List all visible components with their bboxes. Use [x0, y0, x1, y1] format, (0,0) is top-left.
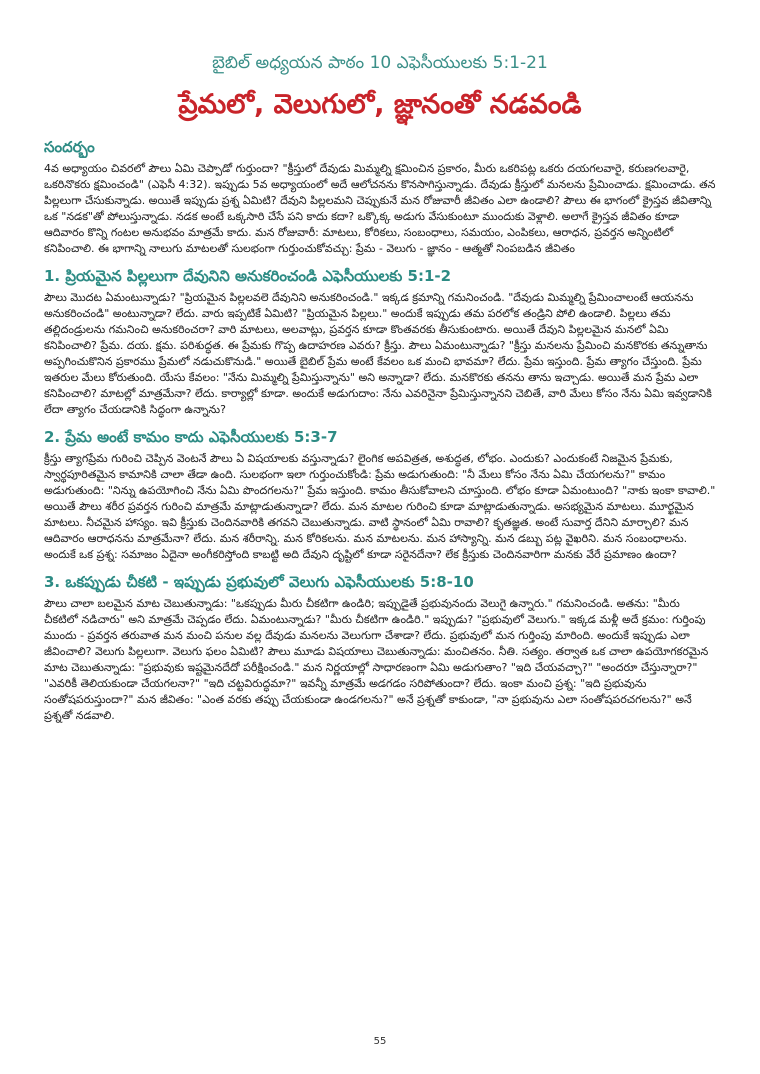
section-3-heading: 3. ఒకప్పుడు చీకటి - ఇప్పుడు ప్రభువులో వెలుగు ఎఫెసీయులకు 5:8-10 — [44, 573, 474, 591]
context-heading: సందర్భం — [44, 138, 95, 156]
page-number: 55 — [373, 1036, 387, 1047]
section-1-paragraph: పౌలు మొదట ఏమంటున్నాడు? "ప్రియమైన పిల్లలవలె దేవునిని అనుకరించండి." ఇక్కడ క్రమాన్ని గమనించండి. "దేవుడు మిమ్మల్ని ప్రేమించాలంటే ఆయనను అనుకరించండి" అంటున్నాడా? లేదు. వారు ఇప్పటికే ఏమిటి? "ప్రియమైన పిల్లలు." అందుకే ఇప్పుడు తమ పరలోక తండ్రిని పోలి ఉండాలి. పిల్లలు తమ తల్లిదండ్రులను గమనించి అనుకరించరా? వారి మాటలు, అలవాట్లు, ప్రవర్తన కూడా కొంతవరకు తీసుకుంటారు. అయితే దేవుని పిల్లలమైన మనలో ఏమి కనిపించాలి? ప్రేమ. దయ. క్షమ. పరిశుద్ధత. ఈ ప్రేమకు గొప్ప ఉదాహరణ ఎవరు? క్రీస్తు. పౌలు ఏమంటున్నాడు? "క్రీస్తు మనలను ప్రేమించి మనకొరకు తన్నుతాను అప్పగించుకొనిన ప్రకారము ప్రేమలో నడుచుకొనుడి." అయితే బైబిల్ ప్రేమ అంటే కేవలం ఒక మంచి భావమా? లేదు. ప్రేమ ఇస్తుంది. ప్రేమ త్యాగం చేస్తుంది. ప్రేమ ఇతరుల మేలు కోరుతుంది. యేసు కేవలం: "నేను మిమ్మల్ని ప్రేమిస్తున్నాను" అని అన్నాడా? లేదు. మనకొరకు తనను తాను ఇచ్చాడు. అయితే మన ప్రేమ ఎలా కనిపించాలి? మాటల్లో మాత్రమేనా? లేదు. కార్యాల్లో కూడా. అందుకే అడుగుదాం: నేను ఎవరినైనా ప్రేమిస్తున్నానని చెబితే, వారి మేలు కోసం నేను ఏమి ఇవ్వడానికి లేదా త్యాగం చేయడానికి సిద్ధంగా ఉన్నాను? — [44, 291, 712, 416]
section-3-paragraph: పౌలు చాలా బలమైన మాట చెబుతున్నాడు: "ఒకప్పుడు మీరు చీకటిగా ఉండిరి; ఇప్పుడైతే ప్రభువునందు వెలుగై ఉన్నారు." గమనించండి. అతను: "మీరు చీకటిలో నడిచారు" అని మాత్రమే చెప్పడం లేదు. ఏమంటున్నాడు? "మీరు చీకటిగా ఉండిరి." ఇప్పుడు? "ప్రభువులో వెలుగు." ఇక్కడ మళ్లీ అదే క్రమం: గుర్తింపు ముందు - ప్రవర్తన తరువాత మన మంచి పనుల వల్ల దేవుడు మనలను వెలుగుగా చేశాడా? లేదు. ప్రభువులో మన గుర్తింపు మారింది. అందుకే ఇప్పుడు ఎలా జీవించాలి? వెలుగు పిల్లలుగా. వెలుగు ఫలం ఏమిటి? పౌలు మూడు విషయాలు చెబుతున్నాడు: మంచితనం. నీతి. సత్యం. తర్వాత ఒక చాలా ఉపయోగకరమైన మాట చెబుతున్నాడు: "ప్రభువుకు ఇష్టమైనదేదో పరీక్షించండి." మన నిర్ణయాల్లో సాధారణంగా ఏమి అడుగుతాం? "ఇది చేయవచ్చా?" "అందరూ చేస్తున్నారా?" "ఎవరికీ తెలియకుండా చేయగలనా?" "ఇది చట్టవిరుద్ధమా?" ఇవన్నీ మాత్రమే అడగడం సరిపోతుందా? లేదు. ఇంకా మంచి ప్రశ్న: "ఇది ప్రభువును సంతోషపరుస్తుందా?" మన జీవితం: "ఎంత వరకు తప్పు చేయకుండా ఉండగలను?" అనే ప్రశ్నతో కాకుండా, "నా ప్రభువును ఎలా సంతోషపరచగలను?" అనే ప్రశ్నతో నడవాలి. — [44, 597, 709, 722]
lesson-title: ప్రేమలో, వెలుగులో, జ్ఞానంతో నడవండి — [178, 89, 582, 120]
context-paragraph: 4వ అధ్యాయం చివరలో పౌలు ఏమి చెప్పాడో గుర్తుందా? "క్రీస్తులో దేవుడు మిమ్మల్ని క్షమించిన ప్రకారం, మీరు ఒకరిపట్ల ఒకరు దయగలవారై, కరుణగలవారై, ఒకరినొకరు క్షమించండి" (ఎఫెసీ 4:32). ఇప్పుడు 5వ అధ్యాయంలో అదే ఆలోచనను కొనసాగిస్తున్నాడు. దేవుడు క్రీస్తులో మనలను ప్రేమించాడు. క్షమించాడు. తన పిల్లలుగా చేసుకున్నాడు. అయితే ఇప్పుడు ప్రశ్న ఏమిటి? దేవుని పిల్లలమని చెప్పుకునే మన రోజువారీ జీవితం ఎలా ఉండాలి? పౌలు ఈ భాగంలో క్రైస్తవ జీవితాన్ని ఒక "నడక"తో పోలుస్తున్నాడు. నడక అంటే ఒక్కసారి చేసే పని కాదు కదా? ఒక్కొక్క అడుగు వేసుకుంటూ ముందుకు వెళ్లాలి. అలాగే క్రైస్తవ జీవితం కూడా ఆదివారం కొన్ని గంటల అనుభవం మాత్రమే కాదు. మన రోజువారీ: మాటలు, కోరికలు, సంబంధాలు, సమయం, ఎంపికలు, ఆరాధన, ప్రవర్తన అన్నింటిలో కనిపించాలి. ఈ భాగాన్ని నాలుగు మాటలతో సులభంగా గుర్తుంచుకోవచ్చు: ప్రేమ - వెలుగు - జ్ఞానం - ఆత్మతో నింపబడిన జీవితం — [44, 162, 716, 255]
section-2-paragraph: క్రీస్తు త్యాగప్రేమ గురించి చెప్పిన వెంటనే పౌలు ఏ విషయాలకు వస్తున్నాడు? లైంగిక అపవిత్రత, అశుద్ధత, లోభం. ఎందుకు? ఎందుకంటే నిజమైన ప్రేమకు, స్వార్థపూరితమైన కామానికి చాలా తేడా ఉంది. సులభంగా ఇలా గుర్తుంచుకోండి: ప్రేమ అడుగుతుంది: "నీ మేలు కోసం నేను ఏమి చేయగలను?" కామం అడుగుతుంది: "నిన్ను ఉపయోగించి నేను ఏమి పొందగలను?" ప్రేమ ఇస్తుంది. కామం తీసుకోవాలని చూస్తుంది. లోభం కూడా ఏమంటుంది? "నాకు ఇంకా కావాలి." అయితే పౌలు శరీర ప్రవర్తన గురించి మాత్రమే మాట్లాడుతున్నాడా? లేదు. మన మాటల గురించి కూడా మాట్లాడుతున్నాడు. అసభ్యమైన మాటలు. మూర్ఖమైన మాటలు. నీచమైన హాస్యం. ఇవి క్రీస్తుకు చెందినవారికి తగవని చెబుతున్నాడు. వాటి స్థానంలో ఏమి రావాలి? కృతజ్ఞత. అంటే సువార్త దేనిని మార్చాలి? మన ఆదివారం ఆరాధనను మాత్రమేనా? లేదు. మన శరీరాన్ని. మన కోరికలను. మన మాటలను. మన హాస్యాన్ని. మన డబ్బు పట్ల వైఖరిని. మన సంబంధాలను. అందుకే ఒక ప్రశ్న: సమాజం ఏదైనా అంగీకరిస్తోంది కాబట్టి అది దేవుని దృష్టిలో కూడా సరైనదేనా? లేక క్రీస్తుకు చెందినవారిగా మనకు వేరే ప్రమాణం ఉందా? — [44, 452, 716, 561]
section-2-heading: 2. ప్రేమ అంటే కామం కాదు ఎఫెసీయులకు 5:3-7 — [44, 428, 338, 446]
section-1-heading: 1. ప్రియమైన పిల్లలుగా దేవునిని అనుకరించండి ఎఫెసీయులకు 5:1-2 — [44, 267, 452, 285]
lesson-subtitle: బైబిల్ అధ్యయన పాఠం 10 ఎఫెసీయులకు 5:1-21 — [212, 53, 548, 73]
